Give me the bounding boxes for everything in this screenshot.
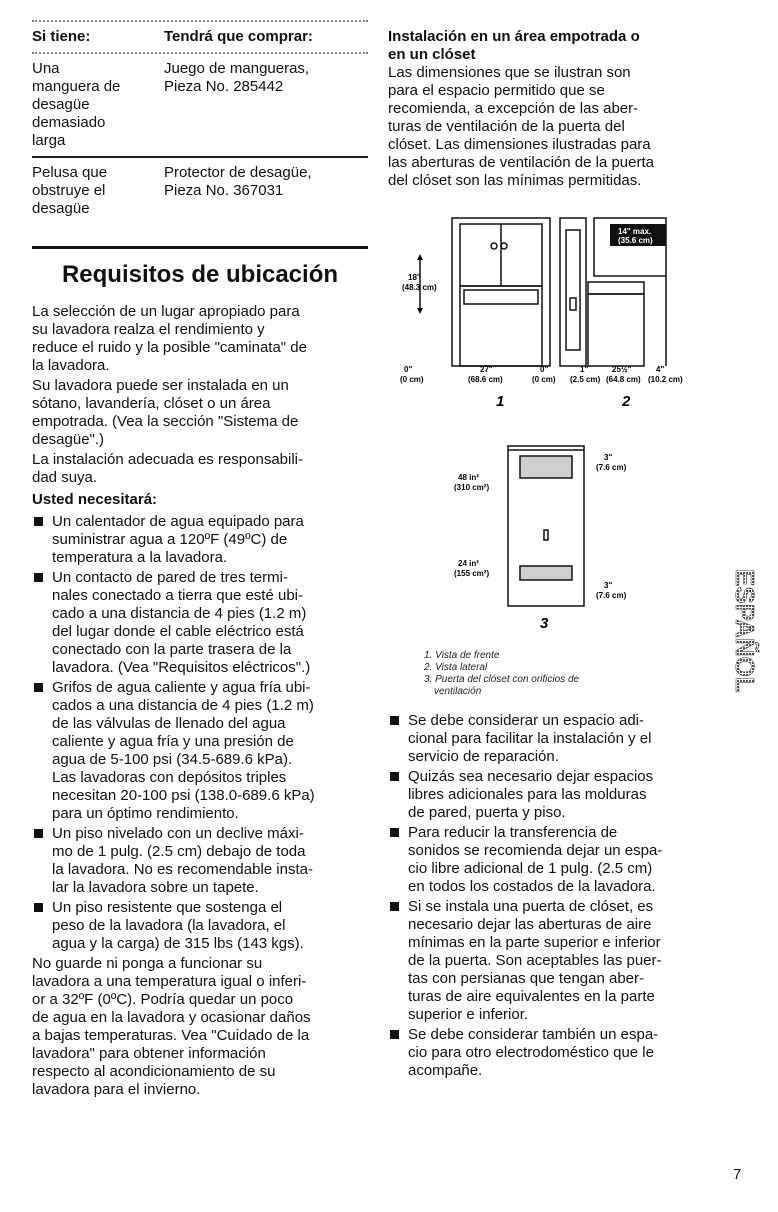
line: Las lavadoras con depósitos triples [52,769,287,786]
need-title: Usted necesitará: [32,491,158,508]
dim-label: 24 in² [458,559,479,568]
line: lar la lavadora sobre un tapete. [52,879,259,896]
dim-label: 27" [480,365,493,374]
table-cell [164,60,368,150]
line: suministrar agua a 120ºF (49ºC) de [52,531,288,548]
square-bullet-icon [34,683,43,692]
dim-label: (7.6 cm) [596,591,627,600]
parts-header-have: Si tiene: [32,28,91,45]
square-bullet-icon [390,1030,399,1039]
dim-label: 1" [580,365,589,374]
cell-line: Pelusa que [32,164,108,181]
table-cell [32,164,164,218]
list-item [32,825,368,897]
line: libres adicionales para las molduras [408,786,647,803]
parts-table-header [32,20,368,54]
square-bullet-icon [34,903,43,912]
line: reduce el ruido y la posible "caminata" de [32,339,307,356]
list-item [388,1026,718,1080]
line: agua y la carga) de 315 lbs (143 kgs). [52,935,304,952]
paragraph [32,451,368,487]
cell-line: obstruye el [32,182,106,199]
location-intro [32,303,368,487]
dim-label: (0 cm) [532,375,556,384]
square-bullet-icon [390,772,399,781]
cell-line: Protector de desagüe, [164,164,312,181]
square-bullet-icon [390,716,399,725]
dim-label: 0" [540,365,549,374]
washer-front [460,286,542,366]
figure-captions [424,650,724,698]
line: del lugar donde el cable eléctrico está [52,623,304,640]
line: cados a una distancia de 4 pies (1.2 m) [52,697,314,714]
line: lavadora. (Vea "Requisitos eléctricos".) [52,659,311,676]
line: La selección de un lugar apropiado para [32,303,300,320]
door-edge [566,230,580,350]
closet-diagram [400,210,700,650]
line: Si se instala una puerta de clóset, es [408,898,654,915]
table-row [32,158,368,224]
dim-label: 18" [408,273,421,282]
line: La instalación adecuada es responsabili- [32,451,304,468]
cell-line: larga [32,132,66,149]
dim-label: 4" [656,365,665,374]
line: superior e inferior. [408,1006,529,1023]
line: Se debe considerar un espacio adi- [408,712,644,729]
recess-intro [388,64,718,190]
line: agua de 5-100 psi (34.5-689.6 kPa). [52,751,293,768]
list-item [32,513,368,567]
washer-side [588,294,644,366]
dim-label: (310 cm²) [454,483,490,492]
line: de pared, puerta y piso. [408,804,566,821]
cell-line: Pieza No. 367031 [164,182,284,199]
line: servicio de reparación. [408,748,559,765]
square-bullet-icon [34,517,43,526]
square-bullet-icon [390,902,399,911]
dim-label: 14" max. [618,227,652,236]
line: a bajas temperaturas. Vea "Cuidado de la [32,1027,310,1044]
line: Las dimensiones que se ilustran son [388,64,631,81]
line: acompañe. [408,1062,483,1079]
line: turas de ventilación de la puerta del [388,118,625,135]
line: Para reducir la transferencia de [408,824,618,841]
paragraph [32,303,368,375]
line: Quizás sea necesario dejar espacios [408,768,654,785]
line: cional para facilitar la instalación y el [408,730,652,747]
dim-label: 0" [404,365,413,374]
line: Instalación en un área empotrada o [388,28,640,45]
line: en un clóset [388,46,476,63]
line: cio para otro electrodoméstico que le [408,1044,654,1061]
cell-line: manguera de [32,78,121,95]
line: Se debe considerar también un espa- [408,1026,659,1043]
hinge [570,298,576,310]
list-item [388,898,718,1024]
line: Su lavadora puede ser instalada en un [32,377,289,394]
line: nales conectado a tierra que esté ubi- [52,587,303,604]
line: peso de la lavadora (la lavadora, el [52,917,286,934]
dim-label: (155 cm²) [454,569,490,578]
dim-label: (35.6 cm) [618,236,653,245]
line: caliente y agua fría y una presión de [52,733,294,750]
line: de agua en la lavadora y ocasionar daños [32,1009,311,1026]
line: sonidos se recomienda dejar un espa- [408,842,663,859]
right-column [388,28,718,190]
line: turas de aire equivalentes en la parte [408,988,655,1005]
line: Un calentador de agua equipado para [52,513,304,530]
list-item [32,899,368,953]
line: mo de 1 pulg. (2.5 cm) debajo de toda [52,843,306,860]
line: empotrada. (Vea la sección "Sistema de [32,413,299,430]
knob-icon [501,243,507,249]
figure-label: 1 [496,393,505,410]
caption: 1. Vista de frente [424,650,500,661]
arrow-down-icon [417,308,423,314]
line: cado a una distancia de 4 pies (1.2 m) [52,605,307,622]
left-column [32,20,368,1099]
parts-table [32,20,368,224]
dim-label: (7.6 cm) [596,463,627,472]
dim-label: 48 in² [458,473,479,482]
line: recomienda, a excepción de las aber- [388,100,639,117]
language-tab-label: ESPAÑOL [730,569,760,693]
line: respecto al acondicionamiento de su [32,1063,276,1080]
caption: 2. Vista lateral [424,662,488,673]
line: sótano, lavandería, clóset o un área [32,395,271,412]
dim-label: (0 cm) [400,375,424,384]
square-bullet-icon [34,829,43,838]
figure-label: 2 [622,393,631,410]
line: Un piso resistente que sostenga el [52,899,283,916]
figure-label: 3 [540,615,549,632]
line: lavadora a una temperatura igual o inferi- [32,973,307,990]
line: temperatura a la lavadora. [52,549,228,566]
paragraph [32,377,368,449]
line: la lavadora. [32,357,110,374]
line: la lavadora. No es recomendable insta- [52,861,313,878]
table-cell [164,164,368,218]
bottom-vent [520,566,572,580]
line: necesario dejar las aberturas de aire [408,916,652,933]
line: necesitan 20-100 psi (138.0-689.6 kPa) [52,787,315,804]
line: Grifos de agua caliente y agua fría ubi- [52,679,311,696]
cell-line: demasiado [32,114,106,131]
line: conectado con la parte trasera de la [52,641,292,658]
top-vent [520,456,572,478]
knob-icon [491,243,497,249]
cell-line: Pieza No. 285442 [164,78,284,95]
line: tas con persianas que tengan aber- [408,970,644,987]
section-divider [32,246,368,249]
line: No guarde ni ponga a funcionar su [32,955,263,972]
dim-label: 3" [604,453,613,462]
front-view-figure [420,218,550,366]
page-number: 7 [733,1166,742,1183]
line: dad suya. [32,469,98,486]
washer-console [464,290,538,304]
list-item [32,569,368,677]
door-knob-icon [544,530,548,540]
section-title: Requisitos de ubicación [61,261,339,288]
parts-header-buy: Tendrá que comprar: [164,28,313,45]
line: mínimas en la parte superior e inferior [408,934,661,951]
list-item [388,768,718,822]
recess-list [388,712,718,1080]
square-bullet-icon [390,828,399,837]
cell-line: Juego de mangueras, [164,60,310,77]
line: de la puerta. Son aceptables las puer- [408,952,662,969]
line: desagüe".) [32,431,105,448]
line: para un óptimo rendimiento. [52,805,239,822]
closing-paragraph [32,955,368,1099]
line: del clóset son las mínimas permitidas. [388,172,642,189]
wall-side [560,218,586,366]
line: en todos los costados de la lavadora. [408,878,656,895]
line: Un piso nivelado con un declive máxi- [52,825,304,842]
dim-label: 3" [604,581,613,590]
dim-label: (2.5 cm) [570,375,601,384]
cell-line: desagüe [32,200,90,217]
table-cell [32,60,164,150]
cell-line: desagüe [32,96,90,113]
line: clóset. Las dimensiones ilustradas para [388,136,651,153]
caption: 3. Puerta del clóset con orificios de [424,674,580,685]
line: para el espacio permitido que se [388,82,605,99]
arrow-up-icon [417,254,423,260]
line: lavadora para el invierno. [32,1081,201,1098]
list-item [388,824,718,896]
line: Un contacto de pared de tres termi- [52,569,288,586]
dim-label: (48.3 cm) [402,283,437,292]
line: las aberturas de ventilación de la puerta [388,154,655,171]
list-item [32,679,368,823]
line: cio libre adicional de 1 pulg. (2.5 cm) [408,860,653,877]
list-item [388,712,718,766]
line: or a 32ºF (0ºC). Podría quedar un poco [32,991,294,1008]
line: su lavadora realza el rendimiento y [32,321,265,338]
need-list [32,513,368,953]
caption: ventilación [434,686,482,697]
recess-title [388,28,718,64]
dim-label: (68.6 cm) [468,375,503,384]
line: lavadora" para obtener información [32,1045,266,1062]
dim-label: (64.8 cm) [606,375,641,384]
language-tab [728,565,760,753]
dim-label: 25½" [612,365,632,374]
table-row [32,54,368,158]
door-vents-figure [508,446,584,606]
dim-label: (10.2 cm) [648,375,683,384]
line: de las válvulas de llenado del agua [52,715,286,732]
square-bullet-icon [34,573,43,582]
cell-line: Una [32,60,60,77]
washer-console-side [588,282,644,294]
